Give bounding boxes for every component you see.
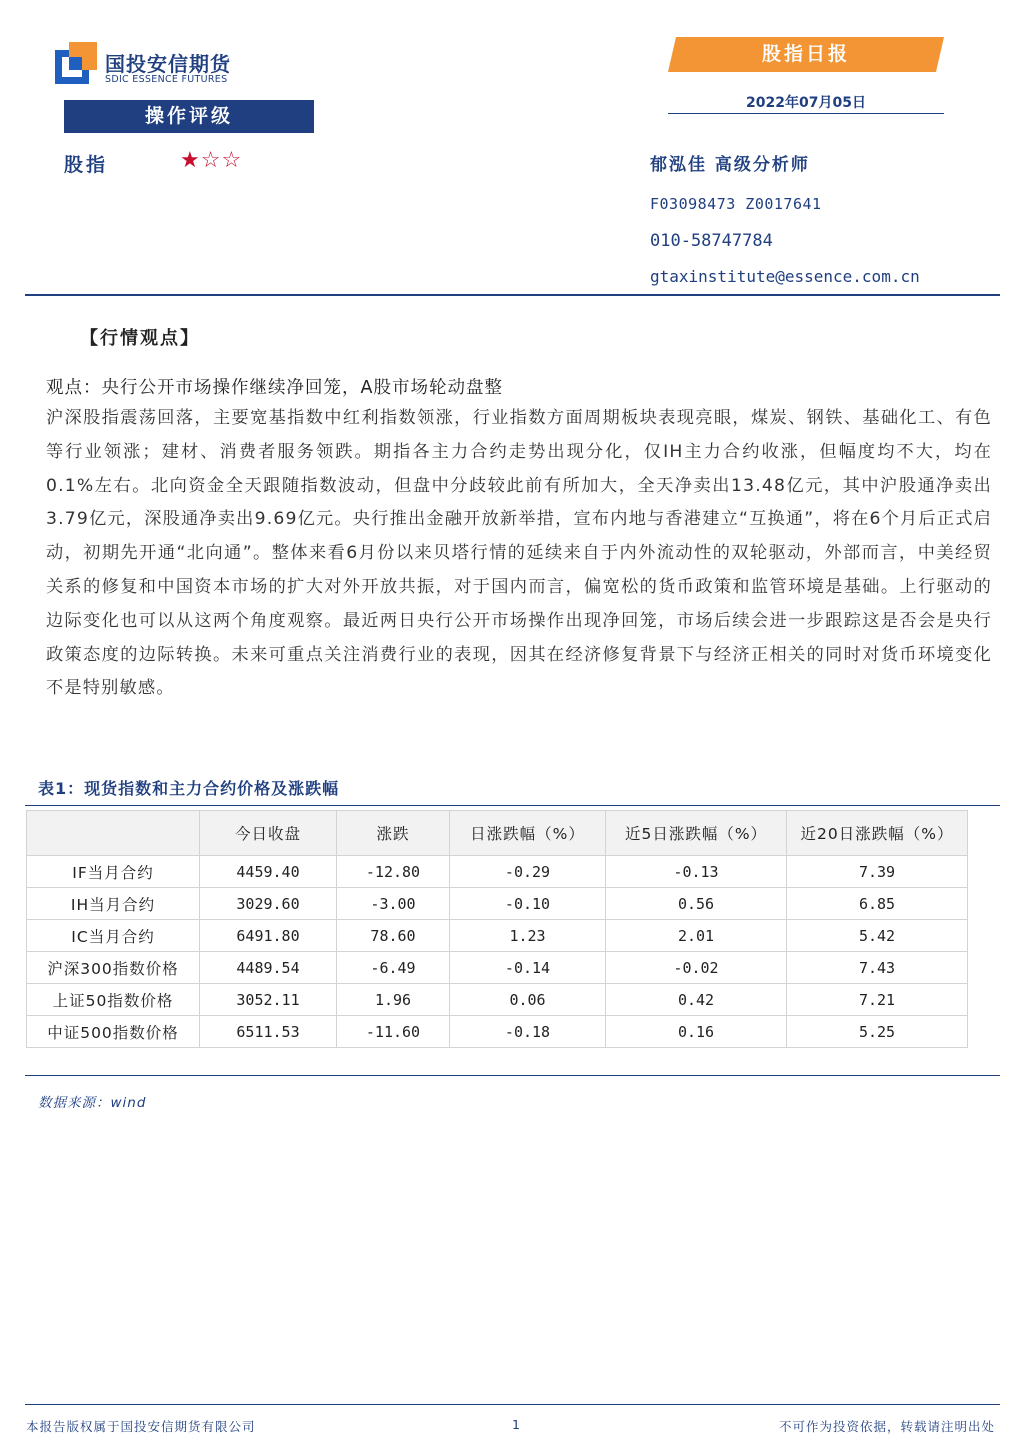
change-cell: -11.60 (337, 1016, 450, 1048)
table-header-cell (27, 811, 200, 856)
viewpoint-headline: 观点：央行公开市场操作继续净回笼，A股市场轮动盘整 (46, 378, 503, 398)
header-divider (25, 294, 1000, 296)
table-header-cell: 今日收盘 (200, 811, 337, 856)
table-header-cell: 涨跌 (337, 811, 450, 856)
company-name-en: SDIC ESSENCE FUTURES (105, 74, 228, 85)
close-cell: 4459.40 (200, 856, 337, 888)
analyst-phone: 010-58747784 (650, 231, 773, 251)
page-number: 1 (512, 1417, 520, 1432)
five-day-pct-cell: 0.56 (606, 888, 787, 920)
table-row (27, 920, 968, 952)
row-label: IF当月合约 (27, 856, 200, 888)
company-name: 国投安信期货 (105, 52, 231, 76)
twenty-day-pct-cell: 5.25 (787, 1016, 968, 1048)
daily-pct-cell: -0.10 (450, 888, 606, 920)
market-commentary: 沪深股指震荡回落，主要宽基指数中红利指数领涨，行业指数方面周期板块表现亮眼，煤炭、钢铁、基础化工、有色等行业领涨；建材、消费者服务领跌。期指各主力合约走势出现分化，仅IH主力合约收涨，但幅度均不大，均在0.1%左右。北向资金全天跟随指数波动，但盘中分歧较此前有所加大，全天净卖出13.48亿元，其中沪股通净卖出3.79亿元，深股通净卖出9.69亿元。央行推出金融开放新举措，宣布内地与香港建立“互换通”，将在6个月后正式启动，初期先开通“北向通”。整体来看6月份以来贝塔行情的延续来自于内外流动性的双轮驱动，外部而言，中美经贸关系的修复和中国资本市场的扩大对外开放共振，对于国内而言，偏宽松的货币政策和监管环境是基础。上行驱动的边际变化也可以从这两个角度观察。最近两日央行公开市场操作出现净回笼，市场后续会进一步跟踪这是否会是央行政策态度的边际转换。未来可重点关注消费行业的表现，因其在经济修复背景下与经济正相关的同时对货币环境变化不是特别敏感。 (46, 408, 992, 699)
close-cell: 6511.53 (200, 1016, 337, 1048)
row-label: 中证500指数价格 (27, 1016, 200, 1048)
rating-stars-icon: ★☆☆ (180, 148, 243, 173)
data-source-note: 数据来源：wind (38, 1095, 147, 1111)
table-header-row (27, 811, 968, 856)
company-logo-icon (55, 42, 97, 84)
table-title-divider (25, 805, 1000, 806)
analyst-email-link[interactable]: gtaxinstitute@essence.com.cn (650, 267, 920, 286)
daily-pct-cell: 0.06 (450, 984, 606, 1016)
table-row (27, 984, 968, 1016)
five-day-pct-cell: -0.13 (606, 856, 787, 888)
table-row (27, 888, 968, 920)
rating-title: 操作评级 (64, 100, 314, 133)
table-row (27, 856, 968, 888)
close-cell: 6491.80 (200, 920, 337, 952)
rating-category: 股指 (64, 154, 109, 176)
report-date: 2022年07月05日 (746, 95, 866, 111)
table-header-cell: 日涨跌幅（%） (450, 811, 606, 856)
change-cell: -3.00 (337, 888, 450, 920)
daily-pct-cell: -0.14 (450, 952, 606, 984)
row-label: 上证50指数价格 (27, 984, 200, 1016)
twenty-day-pct-cell: 7.21 (787, 984, 968, 1016)
daily-pct-cell: 1.23 (450, 920, 606, 952)
footer-divider (25, 1404, 1000, 1405)
date-divider (668, 113, 944, 114)
change-cell: -6.49 (337, 952, 450, 984)
five-day-pct-cell: 2.01 (606, 920, 787, 952)
table-row (27, 1016, 968, 1048)
row-label: IC当月合约 (27, 920, 200, 952)
change-cell: -12.80 (337, 856, 450, 888)
five-day-pct-cell: 0.42 (606, 984, 787, 1016)
change-cell: 1.96 (337, 984, 450, 1016)
table-header-cell: 近20日涨跌幅（%） (787, 811, 968, 856)
table-header-cell: 近5日涨跌幅（%） (606, 811, 787, 856)
row-label: 沪深300指数价格 (27, 952, 200, 984)
daily-pct-cell: -0.29 (450, 856, 606, 888)
daily-pct-cell: -0.18 (450, 1016, 606, 1048)
twenty-day-pct-cell: 5.42 (787, 920, 968, 952)
table-bottom-divider (25, 1075, 1000, 1076)
five-day-pct-cell: 0.16 (606, 1016, 787, 1048)
report-type-label: 股指日报 (761, 43, 850, 65)
twenty-day-pct-cell: 7.43 (787, 952, 968, 984)
footer-disclaimer: 不可作为投资依据，转载请注明出处 (778, 1419, 995, 1434)
table-row (27, 952, 968, 984)
five-day-pct-cell: -0.02 (606, 952, 787, 984)
change-cell: 78.60 (337, 920, 450, 952)
close-cell: 3052.11 (200, 984, 337, 1016)
close-cell: 3029.60 (200, 888, 337, 920)
section-heading: 【行情观点】 (80, 328, 200, 349)
analyst-name: 郁泓佳 高级分析师 (650, 155, 810, 175)
price-table (26, 810, 968, 1048)
analyst-license: F03098473 Z0017641 (650, 195, 822, 213)
table-title: 表1：现货指数和主力合约价格及涨跌幅 (38, 779, 340, 798)
twenty-day-pct-cell: 6.85 (787, 888, 968, 920)
footer-copyright: 本报告版权属于国投安信期货有限公司 (26, 1419, 256, 1434)
close-cell: 4489.54 (200, 952, 337, 984)
row-label: IH当月合约 (27, 888, 200, 920)
report-type-banner (668, 37, 944, 72)
twenty-day-pct-cell: 7.39 (787, 856, 968, 888)
